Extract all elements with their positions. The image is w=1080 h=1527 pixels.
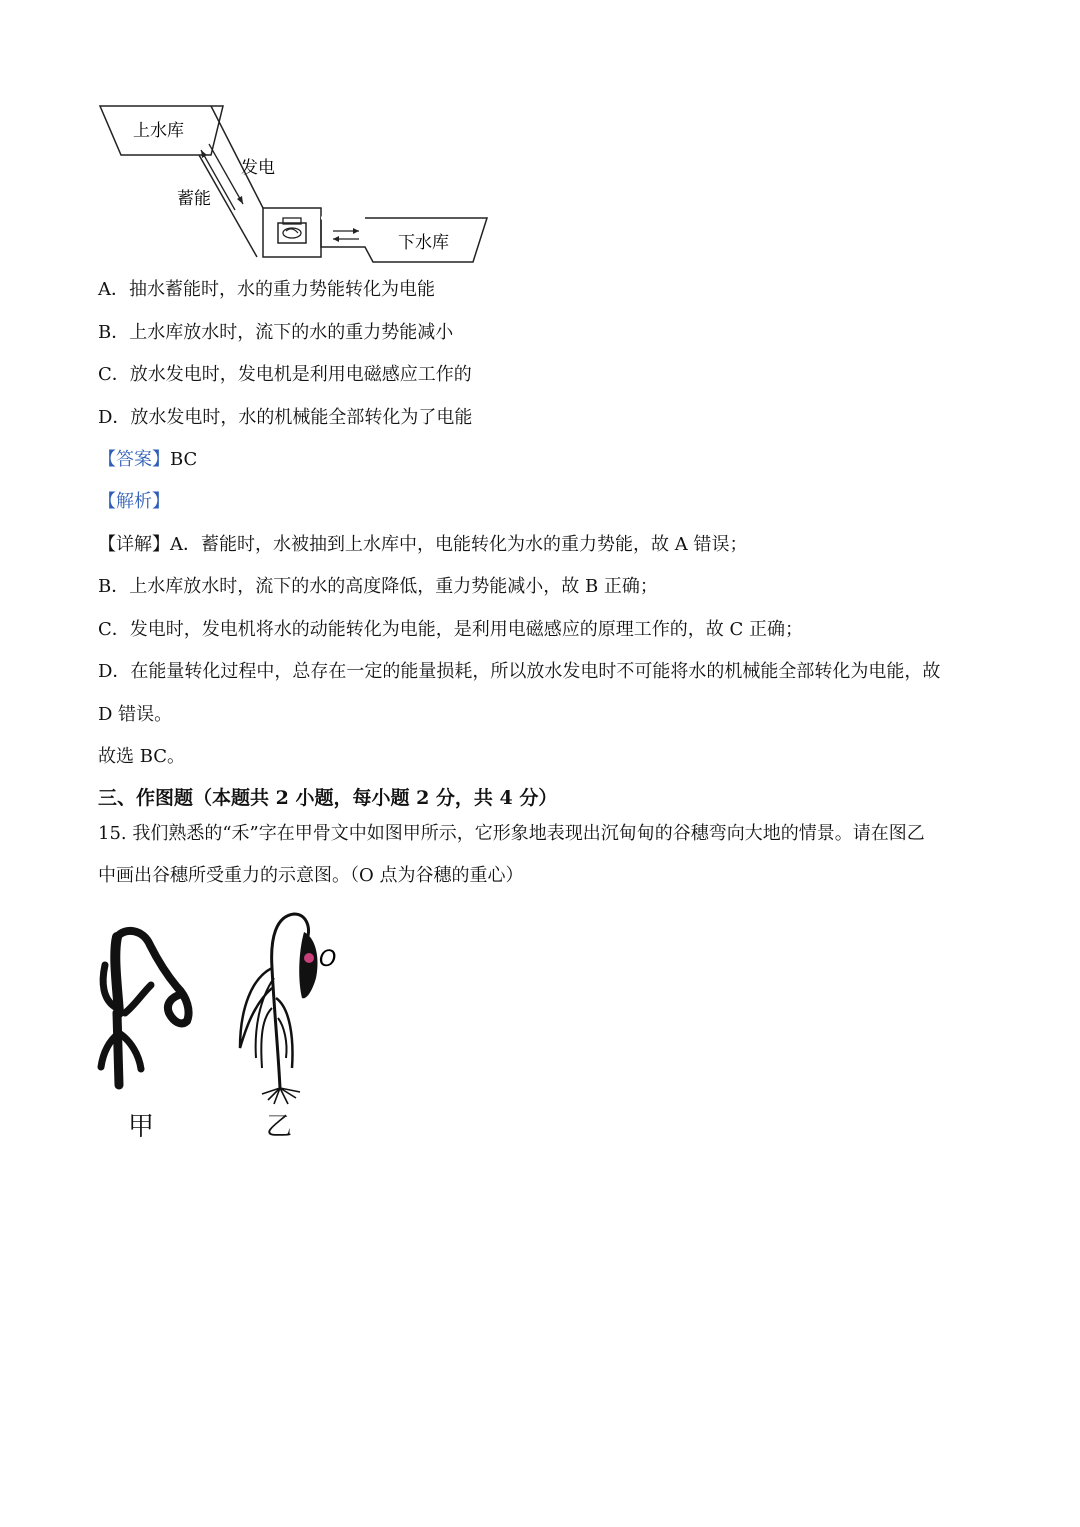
detail-tag: 【详解】 [98,534,170,555]
detail-line-a [98,533,747,557]
flow-arrows-horizontal [333,228,359,242]
option-c: C．放水发电时，发电机是利用电磁感应工作的 [98,364,472,385]
answer-line [98,448,197,472]
generator-icon [278,218,306,243]
upper-reservoir-label: 上水库 [133,121,184,141]
analysis-tag: 【解析】 [98,491,170,512]
roots [262,1088,300,1104]
answer-tag: 【答案】 [98,449,170,470]
storage-label: 蓄能 [177,189,211,209]
oracle-character-jia [95,925,200,1095]
detail-line-c: C．发电时，发电机将水的动能转化为电能，是利用电磁感应的原理工作的，故 C 正确； [98,619,803,640]
detail-line-b: B．上水库放水时，流下的水的高度降低，重力势能减小，故 B 正确； [98,576,658,597]
detail-a-text: A．蓄能时，水被抽到上水库中，电能转化为水的重力势能，故 A 错误； [170,534,748,555]
rice-plant-yi [232,908,352,1108]
option-d: D．放水发电时，水的机械能全部转化为了电能 [98,407,473,428]
answer-value: BC [170,449,198,470]
option-b: B．上水库放水时，流下的水的重力势能减小 [98,322,454,343]
grain-ear [299,932,317,998]
detail-conclusion: 故选 BC。 [98,746,186,767]
center-of-gravity-point [304,953,314,963]
point-o-label: O [319,947,337,972]
power-station-box [263,208,321,257]
lower-reservoir-label: 下水库 [398,233,449,253]
figure-label-jia: 甲 [128,1112,155,1142]
question-15-line2: 中画出谷穗所受重力的示意图。（O 点为谷穗的重心） [98,865,524,886]
detail-line-d2: D 错误。 [98,704,173,725]
option-a: A．抽水蓄能时，水的重力势能转化为电能 [98,279,435,300]
detail-line-d1: D．在能量转化过程中，总存在一定的能量损耗，所以放水发电时不可能将水的机械能全部转化为电能，故 [98,661,941,682]
question-15-line1: 15. 我们熟悉的“禾”字在甲骨文中如图甲所示，它形象地表现出沉甸甸的谷穗弯向大地的情景。请在图乙 [98,823,925,844]
figure-label-yi: 乙 [266,1112,293,1142]
generate-label: 发电 [241,158,275,178]
pumped-storage-diagram [95,100,495,265]
section-heading: 三、作图题（本题共 2 小题，每小题 2 分，共 4 分） [98,787,558,809]
